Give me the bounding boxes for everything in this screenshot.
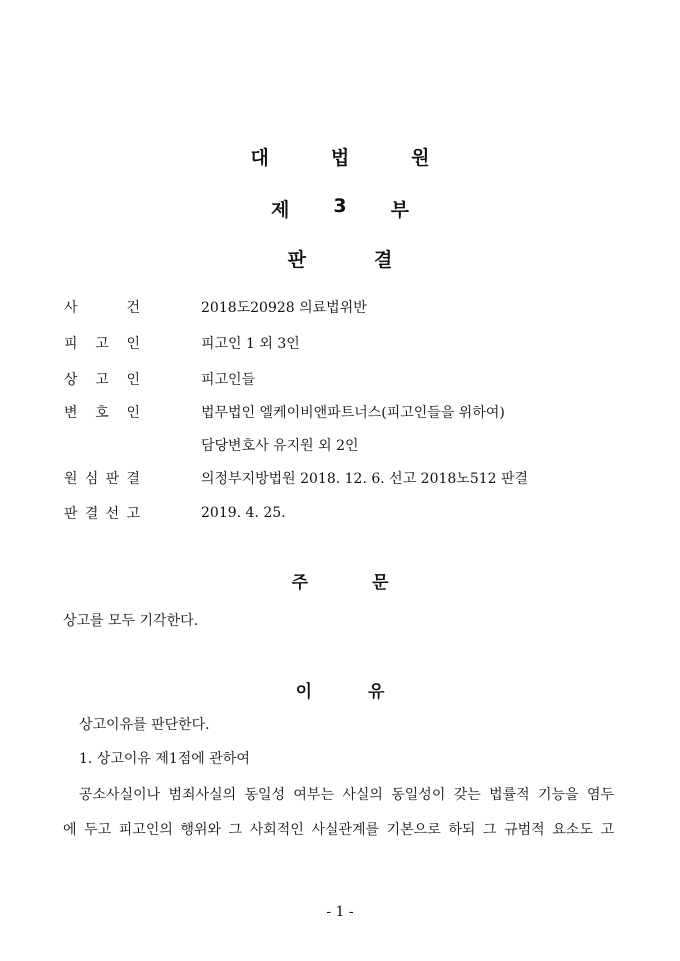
document-type-char: 결 (374, 249, 393, 271)
lower-judgment-value: 의정부지방법원 2018. 12. 6. 선고 2018노512 판결 (201, 471, 529, 487)
label-char: 선 (105, 506, 120, 522)
label-char: 인 (126, 336, 140, 352)
paragraph-line: 공소사실이나 범죄사실의 동일성 여부는 사실의 동일성이 갖는 법률적 기능을 염두 (79, 787, 614, 803)
court-name-char: 원 (411, 147, 430, 169)
division-heading (0, 195, 680, 222)
label-char: 판 (105, 471, 120, 487)
paragraph-line: 에 두고 피고인의 행위와 그 사회적인 사실관계를 기본으로 하되 그 규범적 요소도 고 (63, 822, 614, 838)
label-char: 상 (64, 372, 78, 388)
counsel-value: 법무법인 엘케이비앤파트너스(피고인들을 위하여) (201, 405, 505, 421)
label-char: 변 (64, 405, 78, 421)
label-char: 원 (64, 471, 78, 487)
document-type-char: 판 (287, 249, 306, 271)
division-char: 3 (333, 195, 347, 217)
court-name-char: 법 (330, 147, 350, 169)
label-char: 결 (84, 506, 99, 522)
court-name-char: 대 (250, 147, 269, 169)
case-info-row-lower-judgment (64, 467, 624, 489)
document-type-heading (0, 245, 680, 272)
counsel-attorneys-value: 담당변호사 유지원 외 2인 (201, 438, 359, 454)
court-name-heading (0, 143, 680, 170)
order-heading-char: 문 (372, 573, 389, 593)
reasons-heading (0, 677, 680, 702)
case-info-row-counsel-attorneys (64, 434, 624, 456)
case-info-row-counsel (64, 401, 624, 423)
label-char: 건 (126, 300, 140, 316)
decision-date-value: 2019. 4. 25. (201, 505, 286, 521)
case-info-row-decision-date (64, 502, 624, 524)
label-char: 피 (64, 336, 78, 352)
case-info-row-appellant (64, 368, 624, 390)
case-info-row-case (64, 296, 624, 318)
label-char: 인 (126, 405, 140, 421)
label-char: 호 (95, 405, 109, 421)
case-info-label (64, 333, 140, 353)
label-char: 고 (95, 372, 109, 388)
case-info-label (64, 468, 140, 488)
case-info-label (64, 369, 140, 389)
reasons-heading-char: 유 (368, 682, 385, 702)
label-char: 심 (84, 471, 99, 487)
label-char: 사 (64, 300, 78, 316)
case-number-value: 2018도20928 의료법위반 (201, 300, 367, 316)
case-info-label (64, 297, 140, 317)
label-char: 고 (95, 336, 109, 352)
reasons-intro: 상고이유를 판단한다. (79, 717, 210, 733)
section-1-title: 1. 상고이유 제1점에 관하여 (79, 751, 250, 767)
division-char: 제 (271, 199, 290, 221)
label-char: 판 (64, 506, 78, 522)
label-char: 고 (126, 506, 140, 522)
defendant-value: 피고인 1 외 3인 (201, 336, 300, 352)
order-heading (0, 568, 680, 593)
label-char: 인 (126, 372, 140, 388)
division-char: 부 (390, 199, 409, 221)
appellant-value: 피고인들 (201, 372, 256, 388)
label-char: 결 (126, 471, 140, 487)
reasons-heading-char: 이 (295, 682, 312, 702)
page-number: - 1 - (326, 904, 354, 920)
case-info-label (64, 402, 140, 422)
case-info-row-defendant (64, 332, 624, 354)
order-text: 상고를 모두 기각한다. (63, 613, 199, 629)
case-info-label (64, 503, 140, 523)
order-heading-char: 주 (291, 573, 308, 593)
